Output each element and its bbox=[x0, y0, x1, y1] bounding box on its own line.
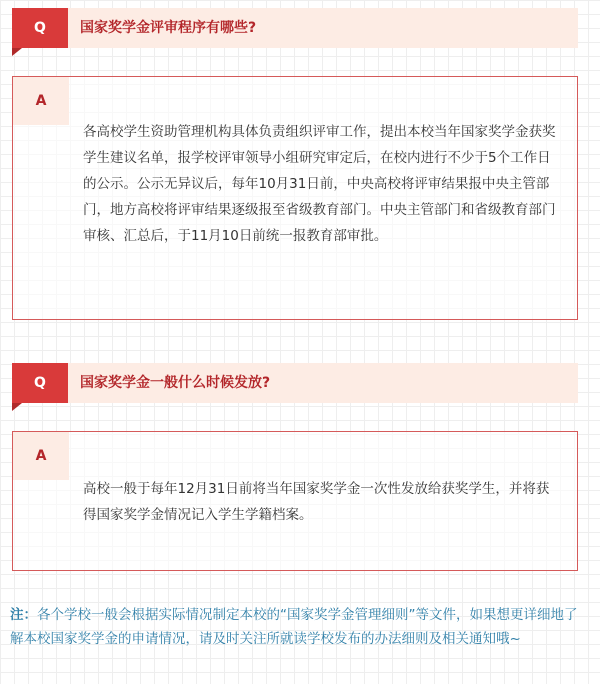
question-title: 国家奖学金一般什么时候发放? bbox=[80, 375, 271, 391]
footnote-text: 各个学校一般会根据实际情况制定本校的“国家奖学金管理细则”等文件，如果想更详细地了解本校国家奖学金的申请情况，请及时关注所就读学校发布的办法细则及相关通知哦~ bbox=[10, 607, 578, 647]
answer-text: 各高校学生资助管理机构具体负责组织评审工作，提出本校当年国家奖学金获奖学生建议名单，报学校评审领导小组研究审定后，在校内进行不少于5个工作日的公示。公示无异议后，每年10月31日前，中央高校将评审结果报中央主管部门，地方高校将评审结果逐级报至省级教育部门。中央主管部门和省级教育部门审核、汇总后，于11月10日前统一报教育部审批。 bbox=[83, 124, 556, 244]
q-badge: Q bbox=[12, 363, 68, 403]
question-header-1 bbox=[12, 8, 578, 48]
a-badge: A bbox=[13, 432, 69, 480]
q-badge-tail bbox=[12, 403, 22, 411]
question-title: 国家奖学金评审程序有哪些? bbox=[80, 20, 257, 36]
answer-text: 高校一般于每年12月31日前将当年国家奖学金一次性发放给获奖学生，并将获得国家奖学金情况记入学生学籍档案。 bbox=[83, 481, 550, 523]
footnote-label: 注： bbox=[10, 607, 37, 623]
answer-box-1 bbox=[12, 76, 578, 320]
footnote bbox=[10, 603, 590, 651]
a-badge: A bbox=[13, 77, 69, 125]
answer-box-2 bbox=[12, 431, 578, 571]
question-header-2 bbox=[12, 363, 578, 403]
q-badge: Q bbox=[12, 8, 68, 48]
q-badge-tail bbox=[12, 48, 22, 56]
